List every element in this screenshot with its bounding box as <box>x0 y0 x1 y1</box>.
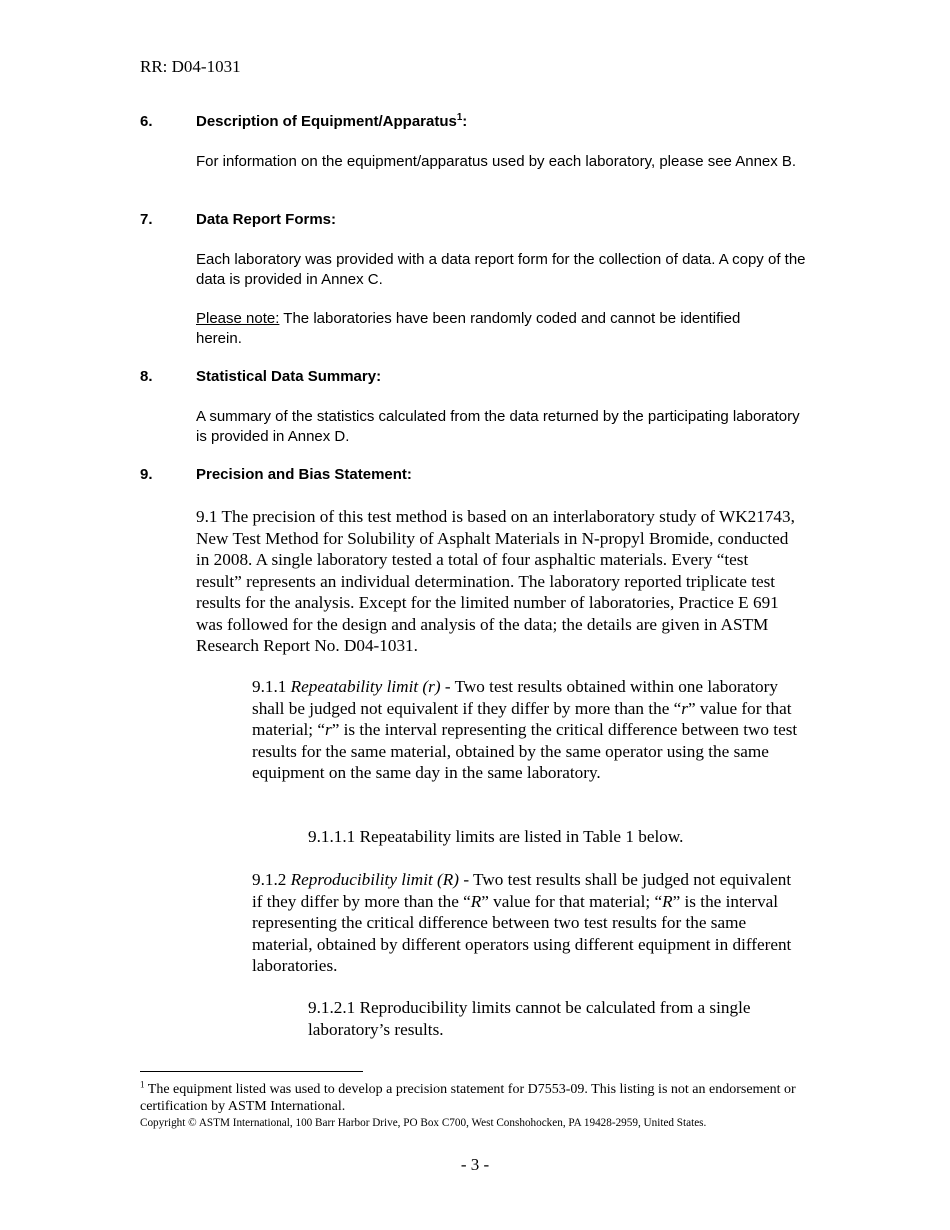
section-6-title-text: Description of Equipment/Apparatus <box>196 113 457 130</box>
section-7-note <box>196 309 766 349</box>
page-number: - 3 - <box>460 1155 490 1174</box>
footnote-separator <box>140 1071 363 1072</box>
p912-num: 9.1.2 <box>252 870 291 889</box>
footnote <box>140 1081 800 1115</box>
copyright-line: Copyright © ASTM International, 100 Barr Harbor Drive, PO Box C700, West Conshohocken, PA 19428-2959, United States. <box>140 1117 707 1129</box>
p911-t1: - Two test results obtained within one laboratory shall be judged not equivalent if they differ by more than the “ <box>252 677 778 718</box>
note-label: Please note: <box>196 310 280 327</box>
section-6-body: For information on the equipment/apparatus used by each laboratory, please see Annex B. <box>196 153 797 170</box>
section-9-title: Precision and Bias Statement: <box>196 466 412 483</box>
p912-t3: ” is the interval representing the critical difference between two test results for the same material, obtained by different operators using different equipment in different laboratories. <box>252 891 792 975</box>
section-6-number: 6. <box>140 113 153 130</box>
paragraph-9-1-1 <box>252 676 804 784</box>
p911-t2: ” value for that material; “ <box>252 698 792 739</box>
p911-r2: r <box>325 720 332 739</box>
repeatability-term: Repeatability limit (r) <box>290 677 441 696</box>
section-6-title-suffix: : <box>462 113 468 130</box>
p912-t1: - Two test results shall be judged not equivalent if they differ by more than the “ <box>252 870 792 911</box>
footnote-text: The equipment listed was used to develop a precision statement for D7553-09. This listing is not an endorsement or certification by ASTM International. <box>140 1082 796 1114</box>
footnote-mark: 1 <box>140 1079 145 1090</box>
footnote-ref: 1 <box>456 112 463 123</box>
section-6-title <box>196 113 467 130</box>
section-8-body: A summary of the statistics calculated from the data returned by the participating laboratory is provided in Annex D. <box>196 408 800 445</box>
paragraph-9-1-1-1: 9.1.1.1 Repeatability limits are listed in Table 1 below. <box>308 827 684 846</box>
p912-R1: R <box>470 891 482 911</box>
section-7-number: 7. <box>140 211 153 228</box>
note-text: The laboratories have been randomly coded and cannot be identified herein. <box>196 310 741 347</box>
reproducibility-term: Reproducibility limit (R) <box>290 870 460 889</box>
running-header: RR: D04-1031 <box>140 57 241 76</box>
p911-r1: r <box>681 698 688 718</box>
p912-R2: R <box>662 891 673 911</box>
p912-t2: ” value for that material; “ <box>481 891 663 911</box>
section-7-title: Data Report Forms: <box>196 211 337 228</box>
p911-t3: ” is the interval representing the critical difference between two test results for the same material, obtained by the same operator using the same equipment on the same day in the same laboratory. <box>252 720 798 782</box>
paragraph-9-1-2 <box>252 869 804 977</box>
section-7-body: Each laboratory was provided with a data report form for the collection of data. A copy of the data is provided in Annex C. <box>196 251 806 288</box>
section-8-number: 8. <box>140 368 153 385</box>
p911-num: 9.1.1 <box>252 677 291 696</box>
section-8-title: Statistical Data Summary: <box>196 368 382 385</box>
section-9-number: 9. <box>140 466 153 483</box>
paragraph-9-1: 9.1 The precision of this test method is based on an interlaboratory study of WK21743, New Test Method for Solubility of Asphalt Materials in N-propyl Bromide, conducted in 2008. A single laboratory tested a total of four asphaltic materials. Every “test result” represents an individual determination. The laboratory reported triplicate test results for the analysis. Except for the limited number of laboratories, Practice E 691 was followed for the design and analysis of the data; the details are given in ASTM Research Report No. D04-1031. <box>196 507 795 655</box>
paragraph-9-1-2-1: 9.1.2.1 Reproducibility limits cannot be calculated from a single laboratory’s results. <box>308 998 751 1039</box>
